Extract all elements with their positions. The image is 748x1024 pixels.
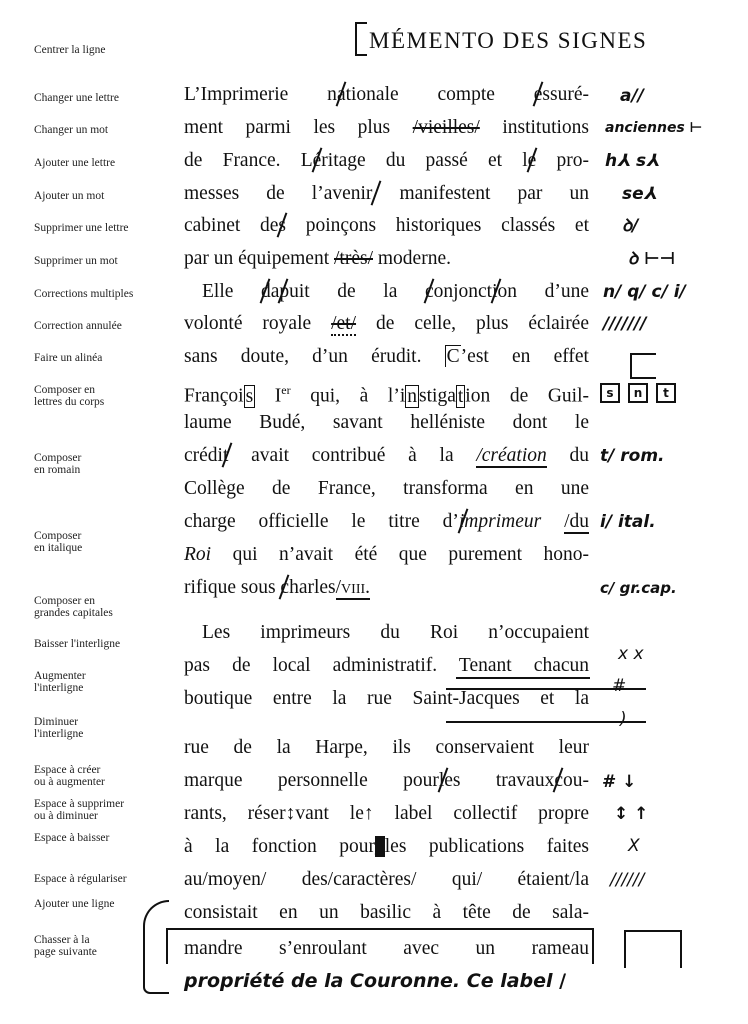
margin-mark: c/ gr.cap.	[600, 579, 677, 597]
body-line: marque personnelle pourles travauxcou-	[184, 770, 589, 791]
paragraph-mark	[630, 353, 656, 379]
body-line: Roi qui n’avait été que purement hono-	[184, 544, 589, 565]
body-line: de France. Léritage du passé et le pro-	[184, 150, 589, 171]
margin-mark: i/ ital.	[600, 512, 656, 532]
body-line: boutique entre la rue Saint-Jacques et la	[184, 688, 589, 709]
margin-mark: anciennes ⊢	[605, 120, 703, 136]
correction-label: Composer	[34, 530, 82, 542]
correction-label: Ajouter un mot	[34, 190, 105, 202]
correction-label: Ajouter une ligne	[34, 898, 115, 910]
interligne-rule-x	[456, 677, 590, 679]
center-bracket-mark	[355, 22, 367, 56]
correction-label: Supprimer une lettre	[34, 222, 129, 234]
margin-mark: t/ rom.	[600, 446, 665, 466]
body-line: pas de local administratif. Tenant chacun	[184, 655, 589, 676]
margin-mark: #	[612, 676, 627, 696]
boxed-letter: s	[600, 383, 620, 403]
body-line: consistait en un basilic à tête de sala-	[184, 902, 589, 923]
margin-mark: a//	[620, 86, 644, 106]
diminuer-interligne-rule	[446, 721, 646, 723]
body-line: ment parmi les plus /vieilles/ institutions	[184, 117, 589, 138]
body-line: rue de la Harpe, ils conservaient leur	[184, 737, 589, 758]
correction-label: Espace à créer	[34, 764, 101, 776]
correction-label: Espace à régulariser	[34, 873, 127, 885]
correction-label: Augmenter	[34, 670, 86, 682]
margin-mark: X	[628, 836, 640, 856]
correction-label: Composer en	[34, 384, 96, 396]
correction-label: ou à augmenter	[34, 776, 105, 788]
correction-label: Centrer la ligne	[34, 44, 106, 56]
correction-label: page suivante	[34, 946, 97, 958]
body-line: Les imprimeurs du Roi n’occupaient	[202, 622, 589, 643]
correction-label: Ajouter une lettre	[34, 157, 116, 169]
body-line: L’Imprimerie nationale compte essuré-	[184, 84, 589, 105]
handwritten-line: propriété de la Couronne. Ce label /	[184, 970, 567, 992]
correction-label: grandes capitales	[34, 607, 113, 619]
correction-label: Changer une lettre	[34, 92, 119, 104]
margin-mark: # ↓	[602, 772, 637, 792]
correction-label: Espace à baisser	[34, 832, 110, 844]
body-line: charge officielle le titre d’imprimeur /du	[184, 511, 589, 532]
correction-label: Correction annulée	[34, 320, 122, 332]
correction-label: Composer en	[34, 595, 96, 607]
correction-label: Corrections multiples	[34, 288, 134, 300]
body-line: Françoi s Ier qui, à l’i n stiga t ion de Guil-	[184, 383, 590, 407]
page-break-box	[166, 928, 594, 964]
boxed-letter: n	[628, 383, 648, 403]
page-break-mark	[624, 930, 682, 968]
body-line: au/moyen/ des/caractères/ qui/ étaient/la	[184, 869, 589, 890]
margin-mark: n/ q/ c/ i/	[603, 282, 686, 302]
correction-label: lettres du corps	[34, 396, 105, 408]
body-line: mandre s’enroulant avec un rameau	[184, 938, 589, 959]
body-line: à la fonction pour_les publications faites	[184, 836, 589, 857]
margin-mark: ꝺ ⊢⊣	[628, 249, 676, 269]
margin-mark: se⅄	[622, 184, 657, 204]
correction-label: l'interligne	[34, 728, 84, 740]
correction-label: Changer un mot	[34, 124, 109, 136]
correction-label: en romain	[34, 464, 81, 476]
page-title: MÉMENTO DES SIGNES	[355, 22, 647, 56]
boxed-letter: t	[656, 383, 676, 403]
correction-label: Faire un alinéa	[34, 352, 103, 364]
margin-mark: h⅄ s⅄	[605, 151, 659, 171]
body-line: cabinet des poinçons historiques classés et	[184, 215, 589, 236]
body-line: Elle dapuit de la conjonction d’une	[202, 281, 589, 302]
margin-mark: ꝺ/	[622, 216, 639, 236]
correction-label: ou à diminuer	[34, 810, 98, 822]
margin-mark: x x	[618, 644, 644, 664]
body-line: sans doute, d’un érudit. C’est en effet	[184, 346, 589, 367]
correction-label: Baisser l'interligne	[34, 638, 121, 650]
correction-label: Supprimer un mot	[34, 255, 118, 267]
body-line: messes de l’avenir manifestent par un	[184, 183, 589, 204]
correction-label: en italique	[34, 542, 83, 554]
body-line: rants, réser↕vant le↑ label collectif propre	[184, 803, 589, 824]
body-line: laume Budé, savant helléniste dont le	[184, 412, 589, 433]
body-line: volonté royale /et/ de celle, plus éclairée	[184, 313, 589, 334]
correction-label: Composer	[34, 452, 82, 464]
margin-mark: ///////	[603, 314, 647, 334]
correction-label: Chasser à la	[34, 934, 90, 946]
add-line-curve	[143, 900, 169, 994]
correction-label: l'interligne	[34, 682, 84, 694]
body-line: Collège de France, transforma en une	[184, 478, 589, 499]
margin-mark: //////	[610, 870, 645, 890]
body-line: par un équipement /très/ moderne.	[184, 248, 451, 269]
body-line: rifique sous charles/viii.	[184, 577, 371, 598]
margin-mark-boxed	[600, 382, 684, 403]
margin-mark: ↕ ↑	[614, 804, 649, 824]
correction-label: Espace à supprimer	[34, 798, 125, 810]
margin-mark: )	[620, 709, 627, 729]
body-line: crédit avait contribué à la /création du	[184, 445, 590, 466]
correction-label: Diminuer	[34, 716, 79, 728]
